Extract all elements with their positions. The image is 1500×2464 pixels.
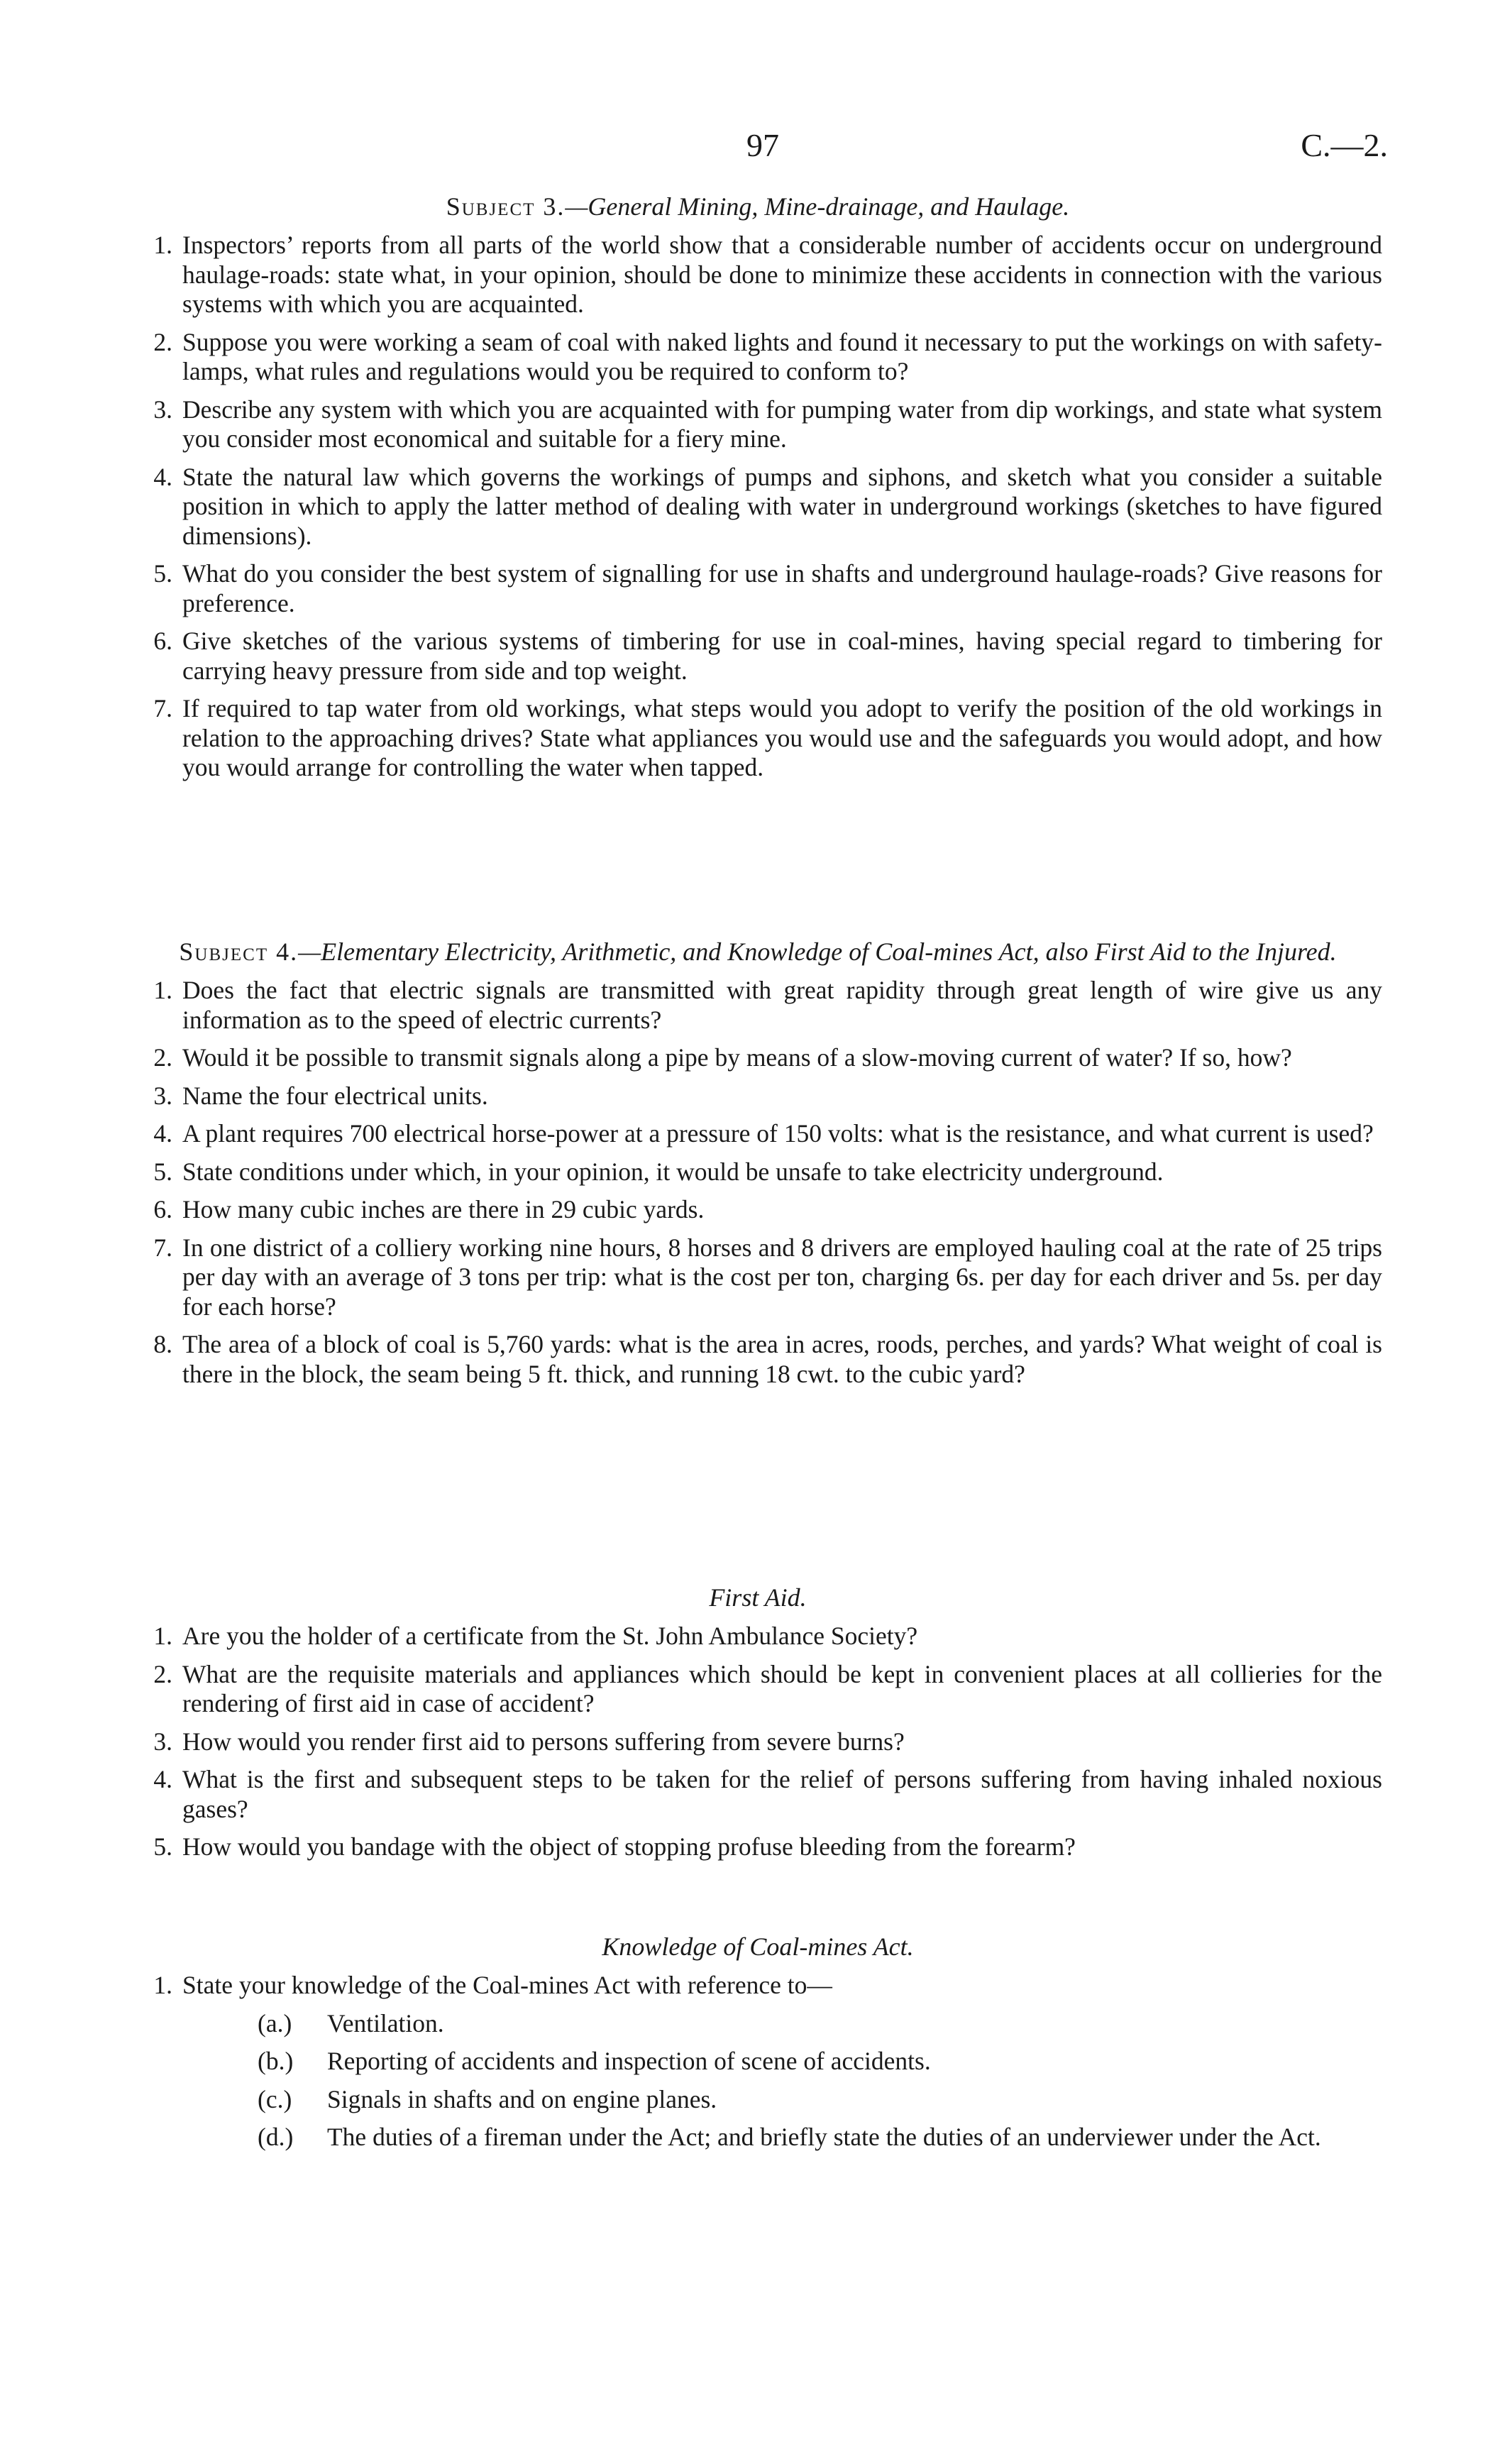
question-item [133,559,1382,618]
coal-act-title: Knowledge of Coal-mines Act. [602,1932,914,1961]
question-text: How many cubic inches are there in 29 cubic yards. [182,1195,705,1223]
subitem-letter: (b.) [258,2047,294,2075]
question-number: 7. [153,694,172,722]
question-number: 4. [153,1765,172,1793]
question-number: 4. [153,1119,172,1148]
act-subitem [133,2123,1382,2152]
subject-4-questions [133,976,1382,1389]
question-text: If required to tap water from old workings, what steps would you adopt to verify the position of the old workings in relation to the approaching drives? State what appliances you would use and the safeguards you would adopt, and how you would arrange for controlling the water when tapped. [182,694,1382,781]
coal-act-question [133,1971,1382,2001]
question-item [133,627,1382,686]
question-number: 1. [153,231,172,259]
question-item [133,1727,1382,1757]
question-text: How would you bandage with the object of stopping profuse bleeding from the forearm? [182,1832,1076,1861]
question-number: 6. [153,1195,172,1223]
question-number: 5. [153,1832,172,1861]
act-subitem [133,2085,1382,2115]
question-text: Would it be possible to transmit signals along a pipe by means of a slow-moving current of water? If so, how? [182,1043,1292,1072]
first-aid-title: First Aid. [709,1583,807,1612]
question-number: 5. [153,1157,172,1186]
question-number: 7. [153,1233,172,1262]
coal-act-items [133,2009,1382,2152]
first-aid-questions [133,1622,1382,1862]
question-item [133,328,1382,387]
coal-act-section [133,1932,1382,2152]
question-item [133,1765,1382,1824]
question-text: Does the fact that electric signals are transmitted with great rapidity through great length of wire give us any information as to the speed of electric currents? [182,976,1382,1034]
question-text: In one district of a colliery working nine hours, 8 horses and 8 drivers are employed hauling coal at the rate of 25 trips per day with an average of 3 tons per trip: what is the cost per ton, charging 6s. per day for each driver and 5s. per day for each horse? [182,1233,1382,1321]
subitem-text: Reporting of accidents and inspection of scene of accidents. [327,2047,931,2075]
subitem-letter: (c.) [258,2084,292,2113]
subject-4-heading [133,937,1382,967]
question-text: State conditions under which, in your opinion, it would be unsafe to take electricity underground. [182,1157,1164,1186]
question-item [133,1043,1382,1073]
question-text: Are you the holder of a certificate from the St. John Ambulance Society? [182,1622,918,1650]
question-number: 6. [153,627,172,655]
question-item [133,395,1382,454]
subject-4-title: —Elementary Electricity, Arithmetic, and Knowledge of Coal-mines Act, also First Aid to the Injured. [298,937,1337,966]
subitem-text: The duties of a fireman under the Act; and briefly state the duties of an underviewer under the Act. [327,2123,1321,2151]
question-text: State your knowledge of the Coal-mines Act with reference to— [182,1971,832,1999]
question-item [133,1330,1382,1389]
subject-3-label: Subject 3. [446,192,566,221]
subject-4-section [133,937,1382,1389]
question-text: A plant requires 700 electrical horse-power at a pressure of 150 volts: what is the resistance, and what current is used? [182,1119,1374,1148]
question-text: Suppose you were working a seam of coal with naked lights and found it necessary to put the workings on with safety-lamps, what rules and regulations would you be required to conform to? [182,327,1382,385]
page-number: 97 [746,127,779,163]
question-item [133,1233,1382,1322]
question-text: Name the four electrical units. [182,1081,488,1110]
subitem-text: Signals in shafts and on engine planes. [327,2084,717,2113]
question-item [133,694,1382,783]
question-item [133,463,1382,551]
question-item [133,1157,1382,1187]
subitem-letter: (a.) [258,2008,292,2037]
question-number: 1. [153,976,172,1004]
first-aid-heading [133,1583,1382,1613]
question-text: Describe any system with which you are acquainted with for pumping water from dip workings, and state what system you consider most economical and suitable for a fiery mine. [182,395,1382,453]
question-text: Give sketches of the various systems of timbering for use in coal-mines, having special regard to timbering for carrying heavy pressure from side and top weight. [182,627,1382,685]
question-item [133,231,1382,319]
question-item [133,1119,1382,1149]
question-item [133,1832,1382,1862]
question-number: 3. [153,395,172,424]
first-aid-section [133,1583,1382,1862]
subject-4-label: Subject 4. [179,937,299,966]
question-number: 2. [153,1659,172,1688]
question-number: 8. [153,1330,172,1358]
subject-3-section [133,192,1382,783]
coal-act-heading [133,1932,1382,1962]
question-text: State the natural law which governs the workings of pumps and siphons, and sketch what you consider a suitable position in which to apply the latter method of dealing with water in underground workings (sketches to have figured dimensions). [182,462,1382,550]
subject-3-title: —General Mining, Mine-drainage, and Haulage. [565,192,1070,221]
question-number: 3. [153,1081,172,1110]
subject-3-questions [133,231,1382,783]
question-item [133,1660,1382,1719]
question-text: Inspectors’ reports from all parts of the world show that a considerable number of accidents occur on underground haulage-roads: state what, in your opinion, should be done to minimize these accidents in connection with the various systems with which you are acquainted. [182,231,1382,318]
question-item [133,1195,1382,1225]
question-number: 1. [153,1971,172,1999]
question-text: The area of a block of coal is 5,760 yards: what is the area in acres, roods, perches, and yards? What weight of coal is there in the block, the seam being 5 ft. thick, and running 18 cwt. to the cubic yard? [182,1330,1382,1388]
subitem-text: Ventilation. [327,2008,444,2037]
question-text: What are the requisite materials and appliances which should be kept in convenient places at all collieries for the rendering of first aid in case of accident? [182,1659,1382,1717]
question-number: 5. [153,559,172,588]
question-item [133,1622,1382,1651]
question-number: 1. [153,1622,172,1650]
question-item [133,1082,1382,1111]
question-number: 2. [153,1043,172,1072]
question-text: What do you consider the best system of signalling for use in shafts and underground haulage-roads? Give reasons for preference. [182,559,1382,617]
act-subitem [133,2047,1382,2077]
question-number: 2. [153,327,172,356]
question-text: How would you render first aid to persons suffering from severe burns? [182,1727,905,1756]
question-text: What is the first and subsequent steps to be taken for the relief of persons suffering from having inhaled noxious gases? [182,1765,1382,1823]
subitem-letter: (d.) [258,2123,294,2151]
document-code: C.—2. [1301,127,1388,163]
subject-3-heading [133,192,1382,222]
question-number: 3. [153,1727,172,1756]
question-number: 4. [153,462,172,491]
act-subitem [133,2009,1382,2039]
question-item [133,976,1382,1035]
